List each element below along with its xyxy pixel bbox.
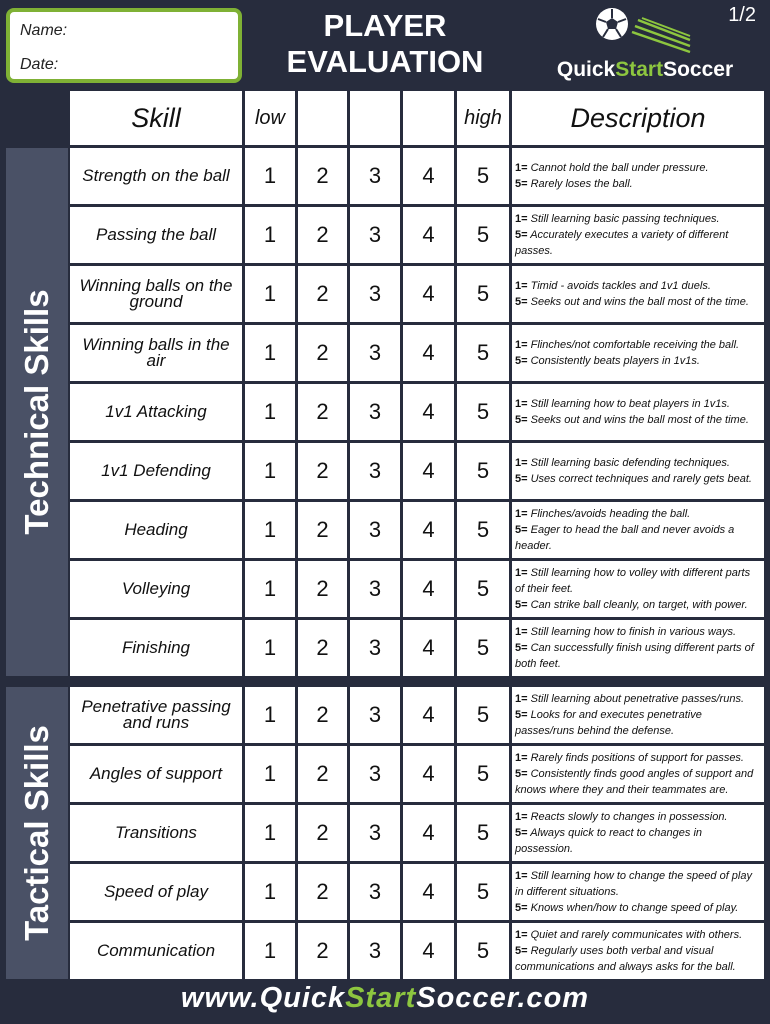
description-prefix-1: 1= bbox=[515, 213, 528, 225]
skill-name bbox=[70, 384, 242, 440]
skill-description bbox=[512, 746, 764, 802]
score-option-5[interactable] bbox=[457, 923, 509, 979]
description-level-1: Still learning about penetrative passes/runs. bbox=[530, 693, 745, 705]
header-description bbox=[512, 91, 764, 145]
score-option-label: 1 bbox=[263, 576, 277, 601]
score-option-1[interactable] bbox=[245, 266, 295, 322]
description-level-5: Rarely loses the ball. bbox=[530, 178, 633, 190]
score-option-label: 3 bbox=[368, 820, 382, 845]
description-text bbox=[515, 211, 761, 259]
skill-description bbox=[512, 325, 764, 381]
section-label-technical bbox=[6, 148, 68, 676]
skill-name-text: Transitions bbox=[115, 823, 197, 842]
skill-description bbox=[512, 384, 764, 440]
description-level-1: Still learning basic passing techniques. bbox=[530, 213, 720, 225]
brand-logo bbox=[540, 6, 750, 86]
section-label-tactical bbox=[6, 687, 68, 979]
skill-name bbox=[70, 561, 242, 617]
score-option-label: 2 bbox=[316, 399, 329, 424]
header-high bbox=[457, 91, 509, 145]
score-option-label: 2 bbox=[316, 938, 329, 963]
score-option-label: 4 bbox=[422, 281, 435, 306]
description-prefix-1: 1= bbox=[515, 752, 528, 764]
skill-name bbox=[70, 923, 242, 979]
title-line-1: PLAYER bbox=[323, 8, 447, 43]
skill-name-text: 1v1 Defending bbox=[101, 461, 211, 480]
score-option-2[interactable] bbox=[298, 207, 347, 263]
soccer-ball-icon bbox=[540, 6, 750, 58]
score-option-4[interactable] bbox=[403, 864, 454, 920]
description-level-5: Consistently finds good angles of support and knows where they and their teammates are. bbox=[515, 768, 754, 796]
description-prefix-1: 1= bbox=[515, 280, 528, 292]
skill-name bbox=[70, 325, 242, 381]
description-level-5: Can successfully finish using different parts of both feet. bbox=[515, 642, 754, 670]
score-option-label: 5 bbox=[476, 702, 490, 727]
description-level-1: Rarely finds positions of support for passes. bbox=[530, 752, 744, 764]
skill-name bbox=[70, 207, 242, 263]
score-option-label: 3 bbox=[368, 458, 382, 483]
score-option-label: 5 bbox=[476, 635, 490, 660]
score-option-label: 2 bbox=[316, 879, 329, 904]
score-option-2[interactable] bbox=[298, 443, 347, 499]
skill-description bbox=[512, 266, 764, 322]
skill-name bbox=[70, 864, 242, 920]
score-option-label: 4 bbox=[422, 820, 435, 845]
description-level-5: Always quick to react to changes in possession. bbox=[515, 827, 703, 855]
score-option-5[interactable] bbox=[457, 620, 509, 676]
score-option-label: 2 bbox=[316, 702, 329, 727]
score-option-label: 2 bbox=[316, 340, 329, 365]
description-level-1: Still learning how to beat players in 1v1s. bbox=[530, 398, 730, 410]
score-option-5[interactable] bbox=[457, 561, 509, 617]
score-option-4[interactable] bbox=[403, 207, 454, 263]
description-prefix-5: 5= bbox=[515, 229, 528, 241]
description-prefix-5: 5= bbox=[515, 599, 528, 611]
skill-name-text: Strength on the ball bbox=[82, 166, 230, 185]
score-option-3[interactable] bbox=[350, 502, 400, 558]
skill-description bbox=[512, 620, 764, 676]
score-option-1[interactable] bbox=[245, 561, 295, 617]
description-prefix-5: 5= bbox=[515, 902, 528, 914]
score-option-5[interactable] bbox=[457, 687, 509, 743]
skill-name bbox=[70, 805, 242, 861]
description-prefix-5: 5= bbox=[515, 945, 528, 957]
score-option-1[interactable] bbox=[245, 207, 295, 263]
description-level-1: Still learning basic defending techniques. bbox=[530, 457, 730, 469]
name-date-box bbox=[6, 8, 242, 83]
score-option-5[interactable] bbox=[457, 746, 509, 802]
score-option-label: 5 bbox=[476, 281, 490, 306]
section-label-text: Tactical Skills bbox=[18, 725, 55, 941]
score-option-label: 5 bbox=[476, 517, 490, 542]
score-option-4[interactable] bbox=[403, 148, 454, 204]
skill-name bbox=[70, 443, 242, 499]
score-option-2[interactable] bbox=[298, 325, 347, 381]
score-option-label: 5 bbox=[476, 938, 490, 963]
description-text bbox=[515, 278, 749, 310]
score-option-2[interactable] bbox=[298, 687, 347, 743]
skill-description bbox=[512, 864, 764, 920]
footer-url-part2: Start bbox=[345, 982, 417, 1014]
score-option-1[interactable] bbox=[245, 864, 295, 920]
score-option-label: 3 bbox=[368, 761, 382, 786]
score-option-label: 3 bbox=[368, 517, 382, 542]
description-text bbox=[515, 396, 749, 428]
score-option-3[interactable] bbox=[350, 805, 400, 861]
score-option-label: 1 bbox=[263, 879, 277, 904]
description-level-1: Still learning how to volley with different parts of their feet. bbox=[515, 567, 751, 595]
header-skill-label: Skill bbox=[131, 102, 181, 133]
description-level-5: Uses correct techniques and rarely gets beat. bbox=[530, 473, 752, 485]
description-level-1: Flinches/not comfortable receiving the ball. bbox=[530, 339, 740, 351]
logo-text-soccer: Soccer bbox=[663, 58, 734, 81]
description-prefix-5: 5= bbox=[515, 473, 528, 485]
score-option-4[interactable] bbox=[403, 443, 454, 499]
score-option-2[interactable] bbox=[298, 620, 347, 676]
description-prefix-5: 5= bbox=[515, 768, 528, 780]
score-option-2[interactable] bbox=[298, 746, 347, 802]
footer-url-part3: Soccer.com bbox=[416, 982, 590, 1014]
date-label: Date: bbox=[20, 56, 59, 73]
score-option-5[interactable] bbox=[457, 207, 509, 263]
description-prefix-1: 1= bbox=[515, 929, 528, 941]
score-option-1[interactable] bbox=[245, 443, 295, 499]
description-prefix-5: 5= bbox=[515, 524, 528, 536]
header-low-label: low bbox=[254, 106, 285, 129]
title-line-2: EVALUATION bbox=[286, 44, 484, 79]
score-option-3[interactable] bbox=[350, 325, 400, 381]
score-option-label: 5 bbox=[476, 879, 490, 904]
score-option-label: 4 bbox=[422, 702, 435, 727]
score-option-label: 1 bbox=[263, 938, 277, 963]
description-prefix-1: 1= bbox=[515, 626, 528, 638]
description-level-1: Timid - avoids tackles and 1v1 duels. bbox=[530, 280, 711, 292]
score-option-label: 1 bbox=[263, 340, 277, 365]
score-option-label: 1 bbox=[263, 281, 277, 306]
score-option-label: 1 bbox=[263, 761, 277, 786]
footer-url[interactable] bbox=[0, 972, 770, 1024]
logo-text-quick: Quick bbox=[556, 58, 616, 81]
page-title bbox=[250, 8, 520, 80]
description-level-1: Still learning how to change the speed of play in different situations. bbox=[515, 870, 752, 898]
description-text bbox=[515, 809, 761, 857]
score-option-label: 2 bbox=[316, 517, 329, 542]
skill-name-text: Heading bbox=[124, 520, 188, 539]
skill-name-text: 1v1 Attacking bbox=[105, 402, 207, 421]
skill-description bbox=[512, 148, 764, 204]
score-option-2[interactable] bbox=[298, 148, 347, 204]
score-option-3[interactable] bbox=[350, 443, 400, 499]
score-option-3[interactable] bbox=[350, 864, 400, 920]
score-option-label: 5 bbox=[476, 576, 490, 601]
skill-name-text: Angles of support bbox=[89, 764, 223, 783]
score-option-label: 5 bbox=[476, 163, 490, 188]
skill-name-text: Winning balls on the ground bbox=[79, 276, 233, 311]
logo-text-start: Start bbox=[615, 58, 664, 81]
score-option-label: 2 bbox=[316, 761, 329, 786]
score-option-label: 3 bbox=[368, 399, 382, 424]
skill-name-text: Winning balls in the air bbox=[82, 335, 230, 370]
score-option-label: 4 bbox=[422, 517, 435, 542]
score-option-label: 2 bbox=[316, 820, 329, 845]
score-option-label: 5 bbox=[476, 399, 490, 424]
score-option-label: 4 bbox=[422, 458, 435, 483]
description-prefix-5: 5= bbox=[515, 414, 528, 426]
header-blank-2 bbox=[298, 91, 347, 145]
description-prefix-1: 1= bbox=[515, 339, 528, 351]
skill-name-text: Speed of play bbox=[104, 882, 208, 901]
score-option-label: 3 bbox=[368, 163, 382, 188]
skill-name-text: Penetrative passing and runs bbox=[81, 697, 231, 732]
header-low bbox=[245, 91, 295, 145]
score-option-4[interactable] bbox=[403, 923, 454, 979]
score-option-3[interactable] bbox=[350, 561, 400, 617]
score-option-label: 4 bbox=[422, 399, 435, 424]
score-option-label: 3 bbox=[368, 702, 382, 727]
skill-name bbox=[70, 746, 242, 802]
name-label: Name: bbox=[20, 22, 68, 39]
score-option-label: 4 bbox=[422, 761, 435, 786]
description-level-5: Eager to head the ball and never avoids a header. bbox=[515, 524, 735, 552]
description-text bbox=[515, 868, 761, 916]
score-option-label: 1 bbox=[263, 635, 277, 660]
description-level-5: Knows when/how to change speed of play. bbox=[530, 902, 739, 914]
score-option-label: 3 bbox=[368, 222, 382, 247]
score-option-4[interactable] bbox=[403, 805, 454, 861]
score-option-5[interactable] bbox=[457, 266, 509, 322]
score-option-5[interactable] bbox=[457, 148, 509, 204]
description-text bbox=[515, 160, 709, 192]
score-option-label: 1 bbox=[263, 399, 277, 424]
score-option-label: 3 bbox=[368, 576, 382, 601]
score-option-3[interactable] bbox=[350, 384, 400, 440]
description-level-5: Seeks out and wins the ball most of the time. bbox=[530, 296, 749, 308]
score-option-label: 3 bbox=[368, 635, 382, 660]
score-option-4[interactable] bbox=[403, 620, 454, 676]
header-high-label: high bbox=[464, 106, 502, 129]
description-prefix-5: 5= bbox=[515, 296, 528, 308]
description-text bbox=[515, 455, 752, 487]
description-prefix-5: 5= bbox=[515, 827, 528, 839]
header-description-label: Description bbox=[570, 102, 706, 133]
score-option-2[interactable] bbox=[298, 864, 347, 920]
skill-description bbox=[512, 923, 764, 979]
score-option-1[interactable] bbox=[245, 687, 295, 743]
score-option-4[interactable] bbox=[403, 561, 454, 617]
description-prefix-1: 1= bbox=[515, 398, 528, 410]
description-level-5: Can strike ball cleanly, on target, with power. bbox=[530, 599, 748, 611]
score-option-label: 2 bbox=[316, 222, 329, 247]
description-text bbox=[515, 691, 761, 739]
score-option-3[interactable] bbox=[350, 687, 400, 743]
score-option-1[interactable] bbox=[245, 620, 295, 676]
description-level-1: Reacts slowly to changes in possession. bbox=[530, 811, 728, 823]
score-option-4[interactable] bbox=[403, 687, 454, 743]
score-option-label: 1 bbox=[263, 458, 277, 483]
skill-description bbox=[512, 561, 764, 617]
skill-description bbox=[512, 502, 764, 558]
score-option-5[interactable] bbox=[457, 864, 509, 920]
score-option-label: 4 bbox=[422, 938, 435, 963]
score-option-1[interactable] bbox=[245, 923, 295, 979]
description-level-5: Consistently beats players in 1v1s. bbox=[530, 355, 700, 367]
description-level-5: Seeks out and wins the ball most of the time. bbox=[530, 414, 749, 426]
score-option-1[interactable] bbox=[245, 325, 295, 381]
section-label-text: Technical Skills bbox=[18, 289, 55, 535]
score-option-1[interactable] bbox=[245, 384, 295, 440]
description-text bbox=[515, 624, 761, 672]
score-option-label: 5 bbox=[476, 458, 490, 483]
score-option-label: 4 bbox=[422, 222, 435, 247]
description-text bbox=[515, 565, 761, 613]
score-option-2[interactable] bbox=[298, 805, 347, 861]
score-option-label: 3 bbox=[368, 340, 382, 365]
score-option-label: 1 bbox=[263, 820, 277, 845]
description-prefix-1: 1= bbox=[515, 870, 528, 882]
score-option-label: 4 bbox=[422, 163, 435, 188]
logo-text bbox=[540, 58, 750, 82]
description-prefix-1: 1= bbox=[515, 162, 528, 174]
score-option-4[interactable] bbox=[403, 384, 454, 440]
score-option-label: 5 bbox=[476, 761, 490, 786]
header-blank-4 bbox=[403, 91, 454, 145]
description-prefix-5: 5= bbox=[515, 642, 528, 654]
score-option-label: 1 bbox=[263, 222, 277, 247]
score-option-label: 2 bbox=[316, 458, 329, 483]
description-level-1: Cannot hold the ball under pressure. bbox=[530, 162, 709, 174]
score-option-2[interactable] bbox=[298, 923, 347, 979]
score-option-3[interactable] bbox=[350, 207, 400, 263]
header-blank-3 bbox=[350, 91, 400, 145]
score-option-label: 3 bbox=[368, 879, 382, 904]
description-prefix-5: 5= bbox=[515, 178, 528, 190]
skill-description bbox=[512, 207, 764, 263]
score-option-1[interactable] bbox=[245, 148, 295, 204]
score-option-label: 1 bbox=[263, 517, 277, 542]
description-text bbox=[515, 337, 739, 369]
score-option-2[interactable] bbox=[298, 561, 347, 617]
score-option-label: 4 bbox=[422, 879, 435, 904]
description-level-5: Looks for and executes penetrative passes/runs behind the defense. bbox=[515, 709, 702, 737]
score-option-label: 2 bbox=[316, 635, 329, 660]
score-option-label: 4 bbox=[422, 576, 435, 601]
description-prefix-1: 1= bbox=[515, 508, 528, 520]
score-option-label: 1 bbox=[263, 702, 277, 727]
score-option-label: 5 bbox=[476, 340, 490, 365]
score-option-3[interactable] bbox=[350, 266, 400, 322]
score-option-3[interactable] bbox=[350, 923, 400, 979]
score-option-label: 5 bbox=[476, 222, 490, 247]
score-option-1[interactable] bbox=[245, 746, 295, 802]
score-option-1[interactable] bbox=[245, 805, 295, 861]
score-option-label: 4 bbox=[422, 635, 435, 660]
skill-name bbox=[70, 148, 242, 204]
description-prefix-5: 5= bbox=[515, 709, 528, 721]
score-option-5[interactable] bbox=[457, 502, 509, 558]
skill-description bbox=[512, 443, 764, 499]
score-option-label: 2 bbox=[316, 281, 329, 306]
description-level-1: Still learning how to finish in various ways. bbox=[530, 626, 737, 638]
skill-name bbox=[70, 266, 242, 322]
skill-name-text: Volleying bbox=[121, 579, 191, 598]
score-option-label: 3 bbox=[368, 938, 382, 963]
description-prefix-1: 1= bbox=[515, 811, 528, 823]
score-option-1[interactable] bbox=[245, 502, 295, 558]
score-option-label: 1 bbox=[263, 163, 277, 188]
skill-description bbox=[512, 805, 764, 861]
score-option-label: 4 bbox=[422, 340, 435, 365]
skill-name bbox=[70, 620, 242, 676]
score-option-5[interactable] bbox=[457, 325, 509, 381]
score-option-4[interactable] bbox=[403, 266, 454, 322]
score-option-2[interactable] bbox=[298, 384, 347, 440]
footer-url-part1: www.Quick bbox=[180, 982, 346, 1014]
description-prefix-1: 1= bbox=[515, 693, 528, 705]
score-option-4[interactable] bbox=[403, 502, 454, 558]
score-option-2[interactable] bbox=[298, 266, 347, 322]
skill-name bbox=[70, 687, 242, 743]
description-text bbox=[515, 506, 761, 554]
skill-name-text: Finishing bbox=[121, 638, 191, 657]
score-option-4[interactable] bbox=[403, 325, 454, 381]
description-level-5: Regularly uses both verbal and visual communications and always asks for the ball. bbox=[515, 945, 736, 973]
score-option-4[interactable] bbox=[403, 746, 454, 802]
score-option-5[interactable] bbox=[457, 384, 509, 440]
description-prefix-5: 5= bbox=[515, 355, 528, 367]
description-text bbox=[515, 927, 761, 975]
header-skill bbox=[70, 91, 242, 145]
skill-description bbox=[512, 687, 764, 743]
score-option-3[interactable] bbox=[350, 746, 400, 802]
score-option-3[interactable] bbox=[350, 620, 400, 676]
page-number: 1/2 bbox=[728, 4, 756, 26]
description-level-5: Accurately executes a variety of different passes. bbox=[515, 229, 729, 257]
score-option-label: 5 bbox=[476, 820, 490, 845]
description-prefix-1: 1= bbox=[515, 567, 528, 579]
description-text bbox=[515, 750, 761, 798]
score-option-5[interactable] bbox=[457, 443, 509, 499]
skill-name bbox=[70, 502, 242, 558]
description-level-1: Quiet and rarely communicates with others. bbox=[530, 929, 743, 941]
description-level-1: Flinches/avoids heading the ball. bbox=[530, 508, 691, 520]
score-option-label: 3 bbox=[368, 281, 382, 306]
score-option-2[interactable] bbox=[298, 502, 347, 558]
score-option-label: 2 bbox=[316, 576, 329, 601]
skill-name-text: Passing the ball bbox=[95, 225, 217, 244]
score-option-3[interactable] bbox=[350, 148, 400, 204]
description-prefix-1: 1= bbox=[515, 457, 528, 469]
skill-name-text: Communication bbox=[96, 941, 216, 960]
score-option-5[interactable] bbox=[457, 805, 509, 861]
score-option-label: 2 bbox=[316, 163, 329, 188]
